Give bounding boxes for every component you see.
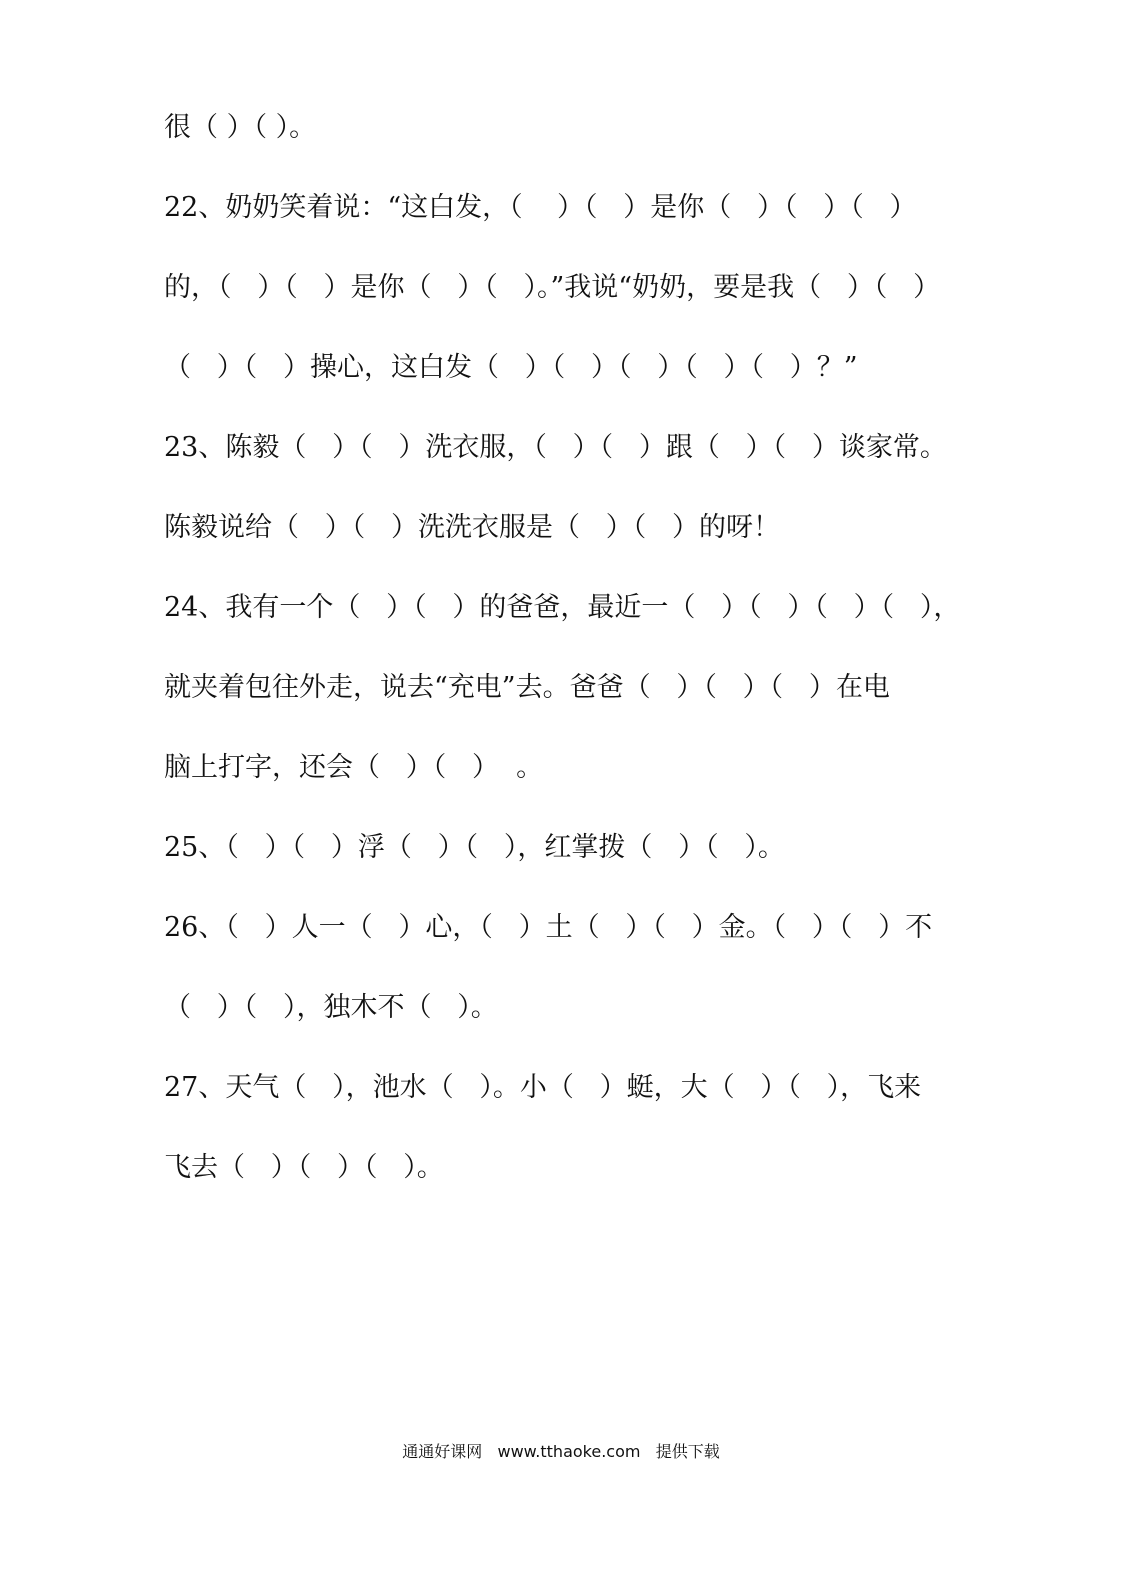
worksheet-line-8: 就夹着包往外走，说去“充电”去。爸爸（ ）（ ）（ ）在电: [164, 672, 890, 703]
worksheet-line-14: 飞去（ ）（ ）（ ）。: [164, 1152, 444, 1183]
worksheet-line-1: 很（ ）（ ）。: [164, 112, 317, 143]
footer-download-credit: 通通好课网 www.tthaoke.com 提供下载: [402, 1442, 720, 1461]
worksheet-line-9: 脑上打字，还会（ ）（ ） 。: [164, 752, 544, 783]
worksheet-line-3: 的，（ ）（ ）是你（ ）（ ）。”我说“奶奶，要是我（ ）（ ）: [164, 272, 941, 303]
worksheet-line-11: 26、（ ）人一（ ）心，（ ）土（ ）（ ）金。（ ）（ ）不: [164, 912, 933, 943]
worksheet-line-6: 陈毅说给（ ）（ ）洗洗衣服是（ ）（ ）的呀！: [164, 512, 780, 543]
worksheet-line-7: 24、我有一个（ ）（ ）的爸爸，最近一（ ）（ ）（ ）（ ），: [164, 592, 961, 623]
worksheet-line-10: 25、（ ）（ ）浮（ ）（ ），红掌拨（ ）（ ）。: [164, 832, 785, 863]
worksheet-line-4: （ ）（ ）操心，这白发（ ）（ ）（ ）（ ）（ ）？”: [164, 352, 858, 383]
worksheet-line-12: （ ）（ ），独木不（ ）。: [164, 992, 498, 1023]
worksheet-line-13: 27、天气（ ），池水（ ）。小（ ）蜓，大（ ）（ ），飞来: [164, 1072, 922, 1103]
worksheet-line-2: 22、奶奶笑着说：“这白发，（ ）（ ）是你（ ）（ ）（ ）: [164, 192, 917, 223]
worksheet-line-5: 23、陈毅（ ）（ ）洗衣服，（ ）（ ）跟（ ）（ ）谈家常。: [164, 432, 947, 463]
